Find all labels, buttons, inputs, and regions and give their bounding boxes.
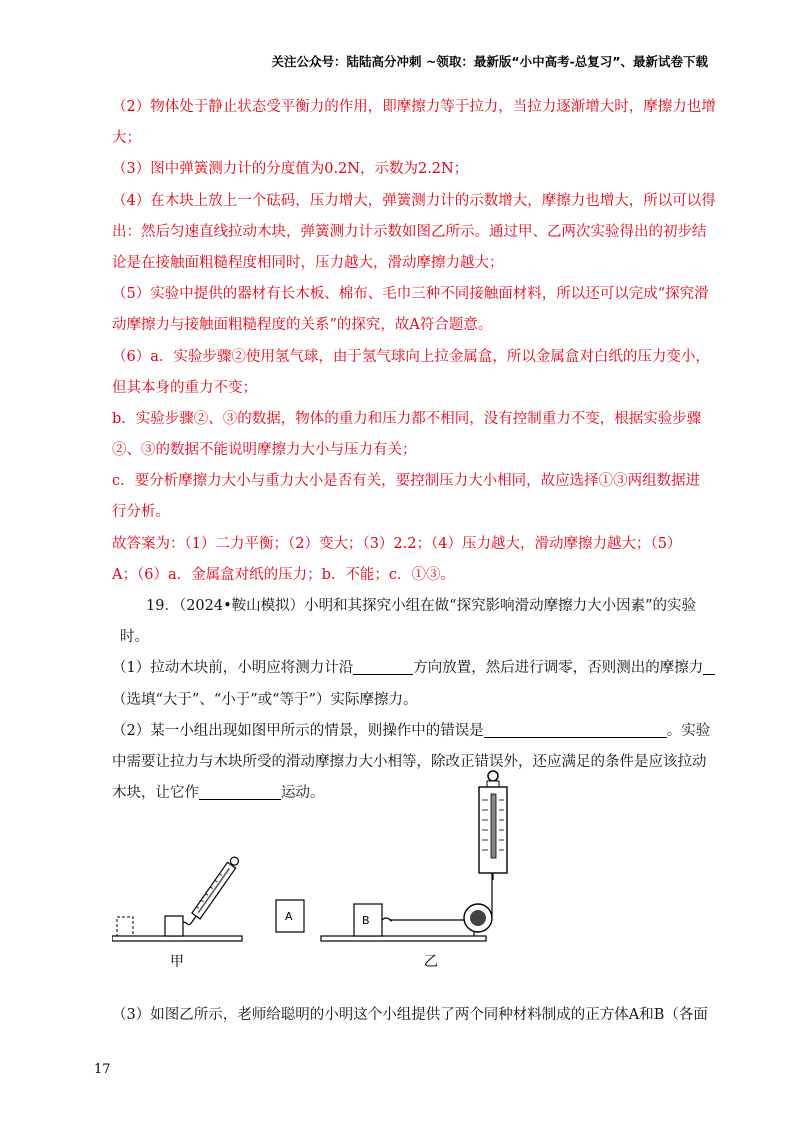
question-header: 19．（2024•鞍山模拟）小明和其探究小组在做“探究影响滑动摩擦力大小因素”的实验 xyxy=(146,598,696,614)
experiment-diagram xyxy=(112,770,712,975)
pull-string xyxy=(382,918,474,921)
page-header: 关注公众号：陆陆高分冲刺 ~领取：最新版“小中高考-总复习”、最新试卷下载 xyxy=(271,54,708,69)
answer-section xyxy=(112,92,716,591)
question-text: （2）某一小组出现如图甲所示的情景，则操作中的错误是 xyxy=(112,722,484,739)
answer-line: （4）在木块上放上一个砝码，压力增大，弹簧测力计的示数增大，摩擦力也增大，所以可以得 xyxy=(112,192,716,209)
experiment-figure xyxy=(112,770,712,975)
answer-blank-direction[interactable] xyxy=(353,658,413,675)
page-content-bottom xyxy=(112,1000,712,1031)
block-a-label: A xyxy=(285,910,293,923)
answer-line: （5）实验中提供的器材有长木板、棉布、毛巾三种不同接触面材料，所以还可以完成“探究滑 xyxy=(112,286,709,303)
figure-yi xyxy=(321,771,507,970)
hook-string-jia xyxy=(183,916,196,925)
answer-line: （3）图中弹簧测力计的分度值为0.2N，示数为2.2N； xyxy=(112,161,469,178)
pulley-hub xyxy=(470,910,486,926)
block-b-label: B xyxy=(362,914,370,927)
answer-line: ②、③的数据不能说明摩擦力大小与压力有关； xyxy=(112,442,417,459)
question-part-2-cont: 中需要让拉力与木块所受的滑动摩擦力大小相等，除改正错误外，还应满足的条件是应该拉动 xyxy=(112,753,707,770)
answer-line: c．要分析摩擦力大小与重力大小是否有关，要控制压力大小相同，故应选择①③两组数据进 xyxy=(112,473,701,490)
question-text: 运动。 xyxy=(281,785,325,802)
question-part-1 xyxy=(112,653,712,684)
dashed-block-outline xyxy=(117,917,133,936)
figure-label-jia: 甲 xyxy=(170,954,184,970)
figure-label-yi: 乙 xyxy=(424,954,438,970)
answer-line: 行分析。 xyxy=(112,504,170,521)
question-header-cont: 时。 xyxy=(120,629,149,646)
answer-line: b．实验步骤②、③的数据，物体的重力和压力都不相同，没有控制重力不变，根据实验步骤 xyxy=(112,410,702,427)
answer-line: 但其本身的重力不变； xyxy=(112,379,257,396)
table-board-jia xyxy=(112,936,242,941)
answer-line: 故答案为：（1）二力平衡；（2）变大；（3）2.2；（4）压力越大，滑动摩擦力越大；（5） xyxy=(112,535,682,552)
page-content xyxy=(112,92,716,809)
answer-line: 大； xyxy=(112,130,141,147)
spring-scale-yi xyxy=(479,771,507,880)
wood-block-jia xyxy=(165,916,183,936)
question-text: 。实验 xyxy=(666,722,711,739)
question-text: 木块，让它作 xyxy=(112,785,199,802)
question-part-2 xyxy=(112,716,712,747)
page-number: 17 xyxy=(94,1062,111,1077)
question-text: （1）拉动木块前，小明应将测力计沿 xyxy=(112,660,354,677)
spring-scale-jia xyxy=(192,855,241,919)
answer-line: A；（6）a．金属盒对纸的压力；b．不能；c．①③。 xyxy=(112,566,455,583)
answer-line: 动摩擦力与接触面粗糙程度的关系”的探究，故A符合题意。 xyxy=(112,317,493,334)
question-part-1-cont: （选填“大于”、“小于”或“等于”）实际摩擦力。 xyxy=(112,691,418,708)
question-part-3: （3）如图乙所示，老师给聪明的小明这个小组提供了两个同种材料制成的正方体A和B（各面 xyxy=(112,1007,708,1023)
answer-line: （2）物体处于静止状态受平衡力的作用，即摩擦力等于拉力，当拉力逐渐增大时，摩擦力也增 xyxy=(112,99,716,115)
figure-jia xyxy=(112,855,242,970)
answer-line: 出：然后匀速直线拉动木块，弹簧测力计示数如图乙所示。通过甲、乙两次实验得出的初步结 xyxy=(112,223,707,240)
table-board-yi xyxy=(321,936,486,941)
answer-line: （6）a．实验步骤②使用氢气球，由于氢气球向上拉金属盒，所以金属盒对白纸的压力变小， xyxy=(112,348,710,365)
answer-blank-compare[interactable] xyxy=(703,658,715,675)
answer-line: 论是在接触面粗糙程度相同时，压力越大，滑动摩擦力越大； xyxy=(112,254,504,271)
question-text: 方向放置，然后进行调零，否则测出的摩擦力 xyxy=(413,660,704,677)
answer-blank-error[interactable] xyxy=(484,721,667,738)
